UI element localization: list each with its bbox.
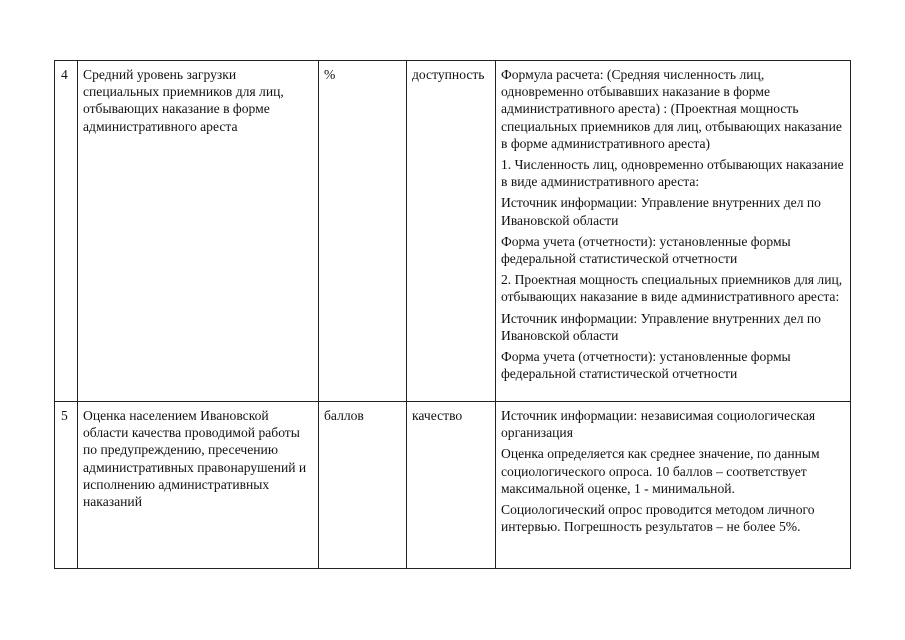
- indicator-type: качество: [407, 402, 496, 569]
- indicator-type: доступность: [407, 61, 496, 402]
- row-number: 4: [55, 61, 78, 402]
- description-paragraph: Источник информации: Управление внутренних дел по Ивановской области: [501, 310, 821, 343]
- indicator-name: Оценка населением Ивановской области качества проводимой работы по предупреждению, пресечению административных правонарушений и исполнению административных наказаний: [78, 402, 319, 569]
- description-paragraph: 2. Проектная мощность специальных приемников для лиц, отбывающих наказание в виде административного ареста:: [501, 272, 843, 305]
- unit-of-measure: %: [319, 61, 407, 402]
- calculation-description: [496, 61, 851, 402]
- unit-of-measure: баллов: [319, 402, 407, 569]
- indicator-name: Средний уровень загрузки специальных приемников для лиц, отбывающих наказание в форме административного ареста: [78, 61, 319, 402]
- indicators-table: [54, 60, 851, 569]
- description-paragraph: 1. Численность лиц, одновременно отбывающих наказание в виде административного ареста:: [501, 157, 844, 190]
- description-paragraph: Оценка определяется как среднее значение, по данным социологического опроса. 10 баллов – соответствует максимальной оценке, 1 - минимальной.: [501, 446, 820, 496]
- row-number: 5: [55, 402, 78, 569]
- description-paragraph: Форма учета (отчетности): установленные формы федеральной статистической отчетности: [501, 233, 791, 267]
- description-paragraph: Источник информации: Управление внутренних дел по Ивановской области: [501, 195, 821, 228]
- table-row-4: [55, 61, 851, 402]
- description-paragraph: Форма учета (отчетности): установленные формы федеральной статистической отчетности: [501, 349, 791, 382]
- description-paragraph: Источник информации: независимая социологическая организация: [501, 408, 816, 441]
- description-paragraph: Социологический опрос проводится методом личного интервью. Погрешность результатов – не более 5%.: [501, 502, 815, 535]
- description-paragraph: Формула расчета: (Средняя численность лиц, одновременно отбывавших наказание в форме административного ареста) : (Проектная мощность специальных приемников для лиц, отбывающих наказание в форме административного ареста): [501, 67, 842, 151]
- table-row-5: [55, 402, 851, 569]
- calculation-description: [496, 402, 851, 569]
